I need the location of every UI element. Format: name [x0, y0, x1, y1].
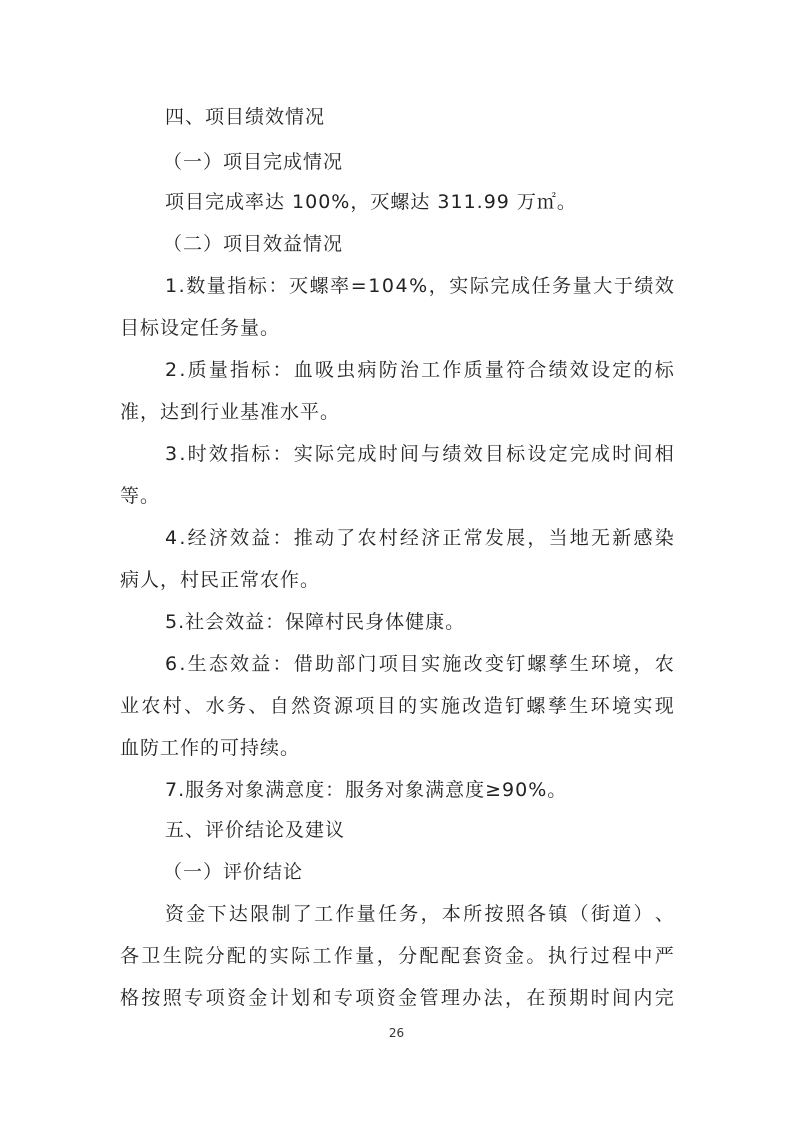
glyph: 资: [165, 903, 186, 925]
glyph: 目: [376, 695, 397, 717]
glyph: 限: [250, 903, 271, 925]
glyph: 指: [230, 443, 251, 465]
paragraph-line: 项目完成率达 100%，灭螺达 311.99 万㎡。: [165, 191, 577, 213]
subsection-heading: （二）项目效益情况: [163, 233, 344, 255]
glyph: %: [409, 275, 429, 297]
paragraph-line: [120, 693, 675, 719]
glyph: 金: [186, 903, 207, 925]
glyph: 施: [440, 695, 461, 717]
glyph: 吸: [314, 359, 335, 381]
glyph: 助: [314, 653, 335, 675]
glyph: 项: [355, 695, 376, 717]
subsection-heading: （一）项目完成情况: [163, 151, 344, 173]
glyph: 金: [398, 987, 419, 1009]
glyph: 实: [633, 695, 654, 717]
glyph: 益: [251, 653, 272, 675]
glyph: 际: [314, 443, 335, 465]
glyph: 成: [357, 443, 378, 465]
glyph: 生: [569, 653, 590, 675]
glyph: 改: [463, 653, 484, 675]
glyph: 工: [421, 359, 442, 381]
glyph: 施: [442, 653, 463, 675]
glyph: 标: [247, 275, 268, 297]
glyph: 变: [484, 653, 505, 675]
glyph: 的: [248, 945, 269, 967]
glyph: 下: [207, 903, 228, 925]
glyph: 。: [526, 945, 547, 967]
glyph: 格: [120, 987, 141, 1009]
glyph: 自: [269, 695, 290, 717]
glyph: 效: [463, 443, 484, 465]
glyph: 间: [611, 987, 632, 1009]
paragraph-line: 准，达到行业基准水平。: [120, 401, 341, 423]
paragraph-line: [120, 985, 675, 1011]
glyph: 划: [291, 987, 312, 1009]
glyph: 务: [226, 695, 247, 717]
glyph: 钉: [505, 695, 526, 717]
glyph: 部: [336, 653, 357, 675]
glyph: 配: [226, 945, 247, 967]
glyph: 照: [505, 903, 526, 925]
glyph: 与: [421, 443, 442, 465]
glyph: 实: [269, 945, 290, 967]
glyph: 分: [205, 945, 226, 967]
glyph: 配: [440, 945, 461, 967]
glyph: 境: [611, 695, 632, 717]
glyph: 的: [633, 359, 654, 381]
glyph: 资: [483, 945, 504, 967]
glyph: 灭: [289, 275, 310, 297]
glyph: 定: [548, 443, 569, 465]
paragraph-line: 目标设定任务量。: [120, 317, 281, 339]
glyph: 量: [206, 275, 227, 297]
glyph: ：: [272, 359, 293, 381]
glyph: 2: [165, 359, 179, 381]
paragraph-line: 血防工作的可持续。: [120, 737, 301, 759]
paragraph-line: [120, 943, 675, 969]
glyph: .: [179, 527, 187, 549]
glyph: 卫: [141, 945, 162, 967]
glyph: 实: [421, 653, 442, 675]
glyph: 水: [205, 695, 226, 717]
glyph: .: [179, 359, 187, 381]
glyph: 村: [162, 695, 183, 717]
paragraph-line: 等。: [120, 485, 161, 507]
glyph: 配: [419, 945, 440, 967]
glyph: 指: [227, 275, 248, 297]
glyph: 当: [548, 527, 569, 549]
glyph: 境: [612, 653, 633, 675]
glyph: 定: [612, 359, 633, 381]
glyph: 内: [633, 987, 654, 1009]
glyph: 业: [120, 695, 141, 717]
paragraph-line: [165, 901, 675, 927]
glyph: 正: [442, 527, 463, 549]
glyph: 环: [591, 653, 612, 675]
glyph: 绩: [442, 443, 463, 465]
glyph: 绩: [634, 275, 655, 297]
glyph: ，: [527, 527, 548, 549]
glyph: 项: [205, 987, 226, 1009]
glyph: 程: [611, 945, 632, 967]
glyph: 量: [356, 903, 377, 925]
glyph: 实: [293, 443, 314, 465]
glyph: 资: [312, 695, 333, 717]
glyph: 生: [162, 945, 183, 967]
glyph: 经: [187, 527, 208, 549]
glyph: 本: [441, 903, 462, 925]
glyph: 量: [484, 359, 505, 381]
glyph: 所: [463, 903, 484, 925]
glyph: 4: [395, 275, 409, 297]
glyph: 间: [633, 443, 654, 465]
glyph: ，: [376, 945, 397, 967]
glyph: 量: [572, 275, 593, 297]
glyph: 法: [483, 987, 504, 1009]
glyph: 合: [527, 359, 548, 381]
glyph: 质: [463, 359, 484, 381]
glyph: 中: [633, 945, 654, 967]
glyph: 相: [654, 443, 675, 465]
glyph: 时: [590, 987, 611, 1009]
glyph: =: [350, 275, 368, 297]
glyph: 0: [381, 275, 395, 297]
glyph: 1: [165, 275, 179, 297]
glyph: 符: [506, 359, 527, 381]
glyph: 完: [654, 987, 675, 1009]
glyph: 钉: [506, 653, 527, 675]
glyph: 源: [333, 695, 354, 717]
glyph: 任: [377, 903, 398, 925]
glyph: 螺: [527, 653, 548, 675]
glyph: 6: [165, 653, 179, 675]
glyph: .: [179, 443, 187, 465]
glyph: 执: [547, 945, 568, 967]
glyph: 行: [569, 945, 590, 967]
glyph: ：: [272, 527, 293, 549]
glyph: 管: [419, 987, 440, 1009]
glyph: 镇: [548, 903, 569, 925]
glyph: 无: [591, 527, 612, 549]
glyph: 1: [368, 275, 382, 297]
glyph: 借: [293, 653, 314, 675]
glyph: 标: [654, 359, 675, 381]
glyph: 际: [469, 275, 490, 297]
glyph: 常: [463, 527, 484, 549]
glyph: 金: [248, 987, 269, 1009]
glyph: 率: [330, 275, 351, 297]
glyph: 造: [483, 695, 504, 717]
glyph: 完: [569, 443, 590, 465]
glyph: 标: [506, 443, 527, 465]
glyph: 作: [442, 359, 463, 381]
paragraph-line: [165, 651, 675, 677]
glyph: ：: [272, 443, 293, 465]
glyph: 办: [462, 987, 483, 1009]
glyph: 工: [314, 903, 335, 925]
glyph: 指: [230, 359, 251, 381]
glyph: 时: [378, 443, 399, 465]
glyph: 套: [462, 945, 483, 967]
glyph: .: [178, 275, 186, 297]
page-number: 26: [388, 1026, 405, 1040]
section-heading: 五、评价结论及建议: [165, 819, 346, 841]
glyph: 严: [654, 945, 675, 967]
paragraph-line: 5.社会效益：保障村民身体健康。: [165, 611, 466, 633]
glyph: 设: [591, 359, 612, 381]
glyph: 理: [440, 987, 461, 1009]
glyph: 经: [399, 527, 420, 549]
glyph: 项: [355, 987, 376, 1009]
glyph: 院: [184, 945, 205, 967]
glyph: 螺: [309, 275, 330, 297]
glyph: 和: [312, 987, 333, 1009]
glyph: 道: [612, 903, 633, 925]
glyph: 实: [419, 695, 440, 717]
glyph: 了: [336, 527, 357, 549]
glyph: 目: [399, 653, 420, 675]
glyph: 照: [162, 987, 183, 1009]
glyph: 于: [613, 275, 634, 297]
glyph: 态: [208, 653, 229, 675]
glyph: 街: [590, 903, 611, 925]
glyph: 各: [527, 903, 548, 925]
glyph: 资: [226, 987, 247, 1009]
glyph: ，: [428, 275, 449, 297]
glyph: 专: [333, 987, 354, 1009]
glyph: 际: [291, 945, 312, 967]
glyph: 、: [184, 695, 205, 717]
glyph: 期: [569, 987, 590, 1009]
glyph: 务: [399, 903, 420, 925]
glyph: 生: [187, 653, 208, 675]
glyph: 时: [187, 443, 208, 465]
glyph: 环: [590, 695, 611, 717]
glyph: 病: [357, 359, 378, 381]
glyph: ：: [272, 653, 293, 675]
glyph: 地: [569, 527, 590, 549]
glyph: 质: [187, 359, 208, 381]
glyph: 任: [531, 275, 552, 297]
glyph: 计: [269, 987, 290, 1009]
glyph: 成: [591, 443, 612, 465]
glyph: 完: [336, 443, 357, 465]
section-heading: 四、项目绩效情况: [165, 106, 326, 128]
glyph: 螺: [526, 695, 547, 717]
glyph: 、: [248, 695, 269, 717]
glyph: 制: [271, 903, 292, 925]
glyph: 虫: [336, 359, 357, 381]
glyph: 实: [449, 275, 470, 297]
glyph: 3: [165, 443, 179, 465]
glyph: （: [569, 903, 590, 925]
glyph: 预: [547, 987, 568, 1009]
glyph: 各: [120, 945, 141, 967]
glyph: 村: [378, 527, 399, 549]
glyph: 成: [510, 275, 531, 297]
glyph: 益: [251, 527, 272, 549]
glyph: 效: [208, 443, 229, 465]
glyph: 绩: [548, 359, 569, 381]
glyph: 、: [654, 903, 675, 925]
glyph: 发: [484, 527, 505, 549]
glyph: 量: [208, 359, 229, 381]
paragraph-line: [165, 441, 675, 467]
glyph: 效: [569, 359, 590, 381]
glyph: 标: [251, 443, 272, 465]
glyph: ，: [633, 653, 654, 675]
glyph: 量: [355, 945, 376, 967]
glyph: 目: [484, 443, 505, 465]
glyph: 门: [357, 653, 378, 675]
glyph: 专: [184, 987, 205, 1009]
glyph: 务: [552, 275, 573, 297]
glyph: 金: [505, 945, 526, 967]
glyph: 防: [378, 359, 399, 381]
glyph: 农: [654, 653, 675, 675]
glyph: 标: [251, 359, 272, 381]
glyph: 效: [654, 275, 675, 297]
glyph: ，: [420, 903, 441, 925]
paragraph-line: [165, 357, 675, 383]
glyph: 间: [399, 443, 420, 465]
glyph: 效: [230, 653, 251, 675]
glyph: 了: [292, 903, 313, 925]
glyph: ）: [633, 903, 654, 925]
glyph: 分: [398, 945, 419, 967]
glyph: 展: [506, 527, 527, 549]
glyph: 新: [612, 527, 633, 549]
glyph: 完: [490, 275, 511, 297]
subsection-heading: （一）评价结论: [163, 861, 304, 883]
glyph: 农: [141, 695, 162, 717]
paragraph-line: [165, 273, 675, 299]
glyph: 的: [398, 695, 419, 717]
glyph: 资: [376, 987, 397, 1009]
glyph: 达: [228, 903, 249, 925]
paragraph-line: 7.服务对象满意度：服务对象满意度≥90%。: [165, 779, 568, 801]
glyph: .: [179, 653, 187, 675]
glyph: 然: [291, 695, 312, 717]
glyph: 济: [208, 527, 229, 549]
glyph: 在: [526, 987, 547, 1009]
glyph: 改: [462, 695, 483, 717]
glyph: 时: [612, 443, 633, 465]
glyph: 效: [230, 527, 251, 549]
glyph: 治: [399, 359, 420, 381]
glyph: 农: [357, 527, 378, 549]
paragraph-line: 病人，村民正常农作。: [120, 569, 321, 591]
glyph: 动: [314, 527, 335, 549]
glyph: 染: [654, 527, 675, 549]
glyph: 工: [312, 945, 333, 967]
glyph: 推: [293, 527, 314, 549]
paragraph-line: [165, 525, 675, 551]
glyph: 孳: [548, 653, 569, 675]
glyph: ：: [268, 275, 289, 297]
glyph: 孳: [547, 695, 568, 717]
glyph: 按: [141, 987, 162, 1009]
glyph: 感: [633, 527, 654, 549]
glyph: 济: [421, 527, 442, 549]
glyph: 项: [378, 653, 399, 675]
glyph: 4: [165, 527, 179, 549]
glyph: 设: [527, 443, 548, 465]
glyph: 血: [293, 359, 314, 381]
glyph: 生: [569, 695, 590, 717]
glyph: 作: [335, 903, 356, 925]
glyph: 作: [333, 945, 354, 967]
glyph: 数: [186, 275, 207, 297]
glyph: 过: [590, 945, 611, 967]
glyph: 大: [593, 275, 614, 297]
glyph: ，: [505, 987, 526, 1009]
glyph: 按: [484, 903, 505, 925]
glyph: 现: [654, 695, 675, 717]
